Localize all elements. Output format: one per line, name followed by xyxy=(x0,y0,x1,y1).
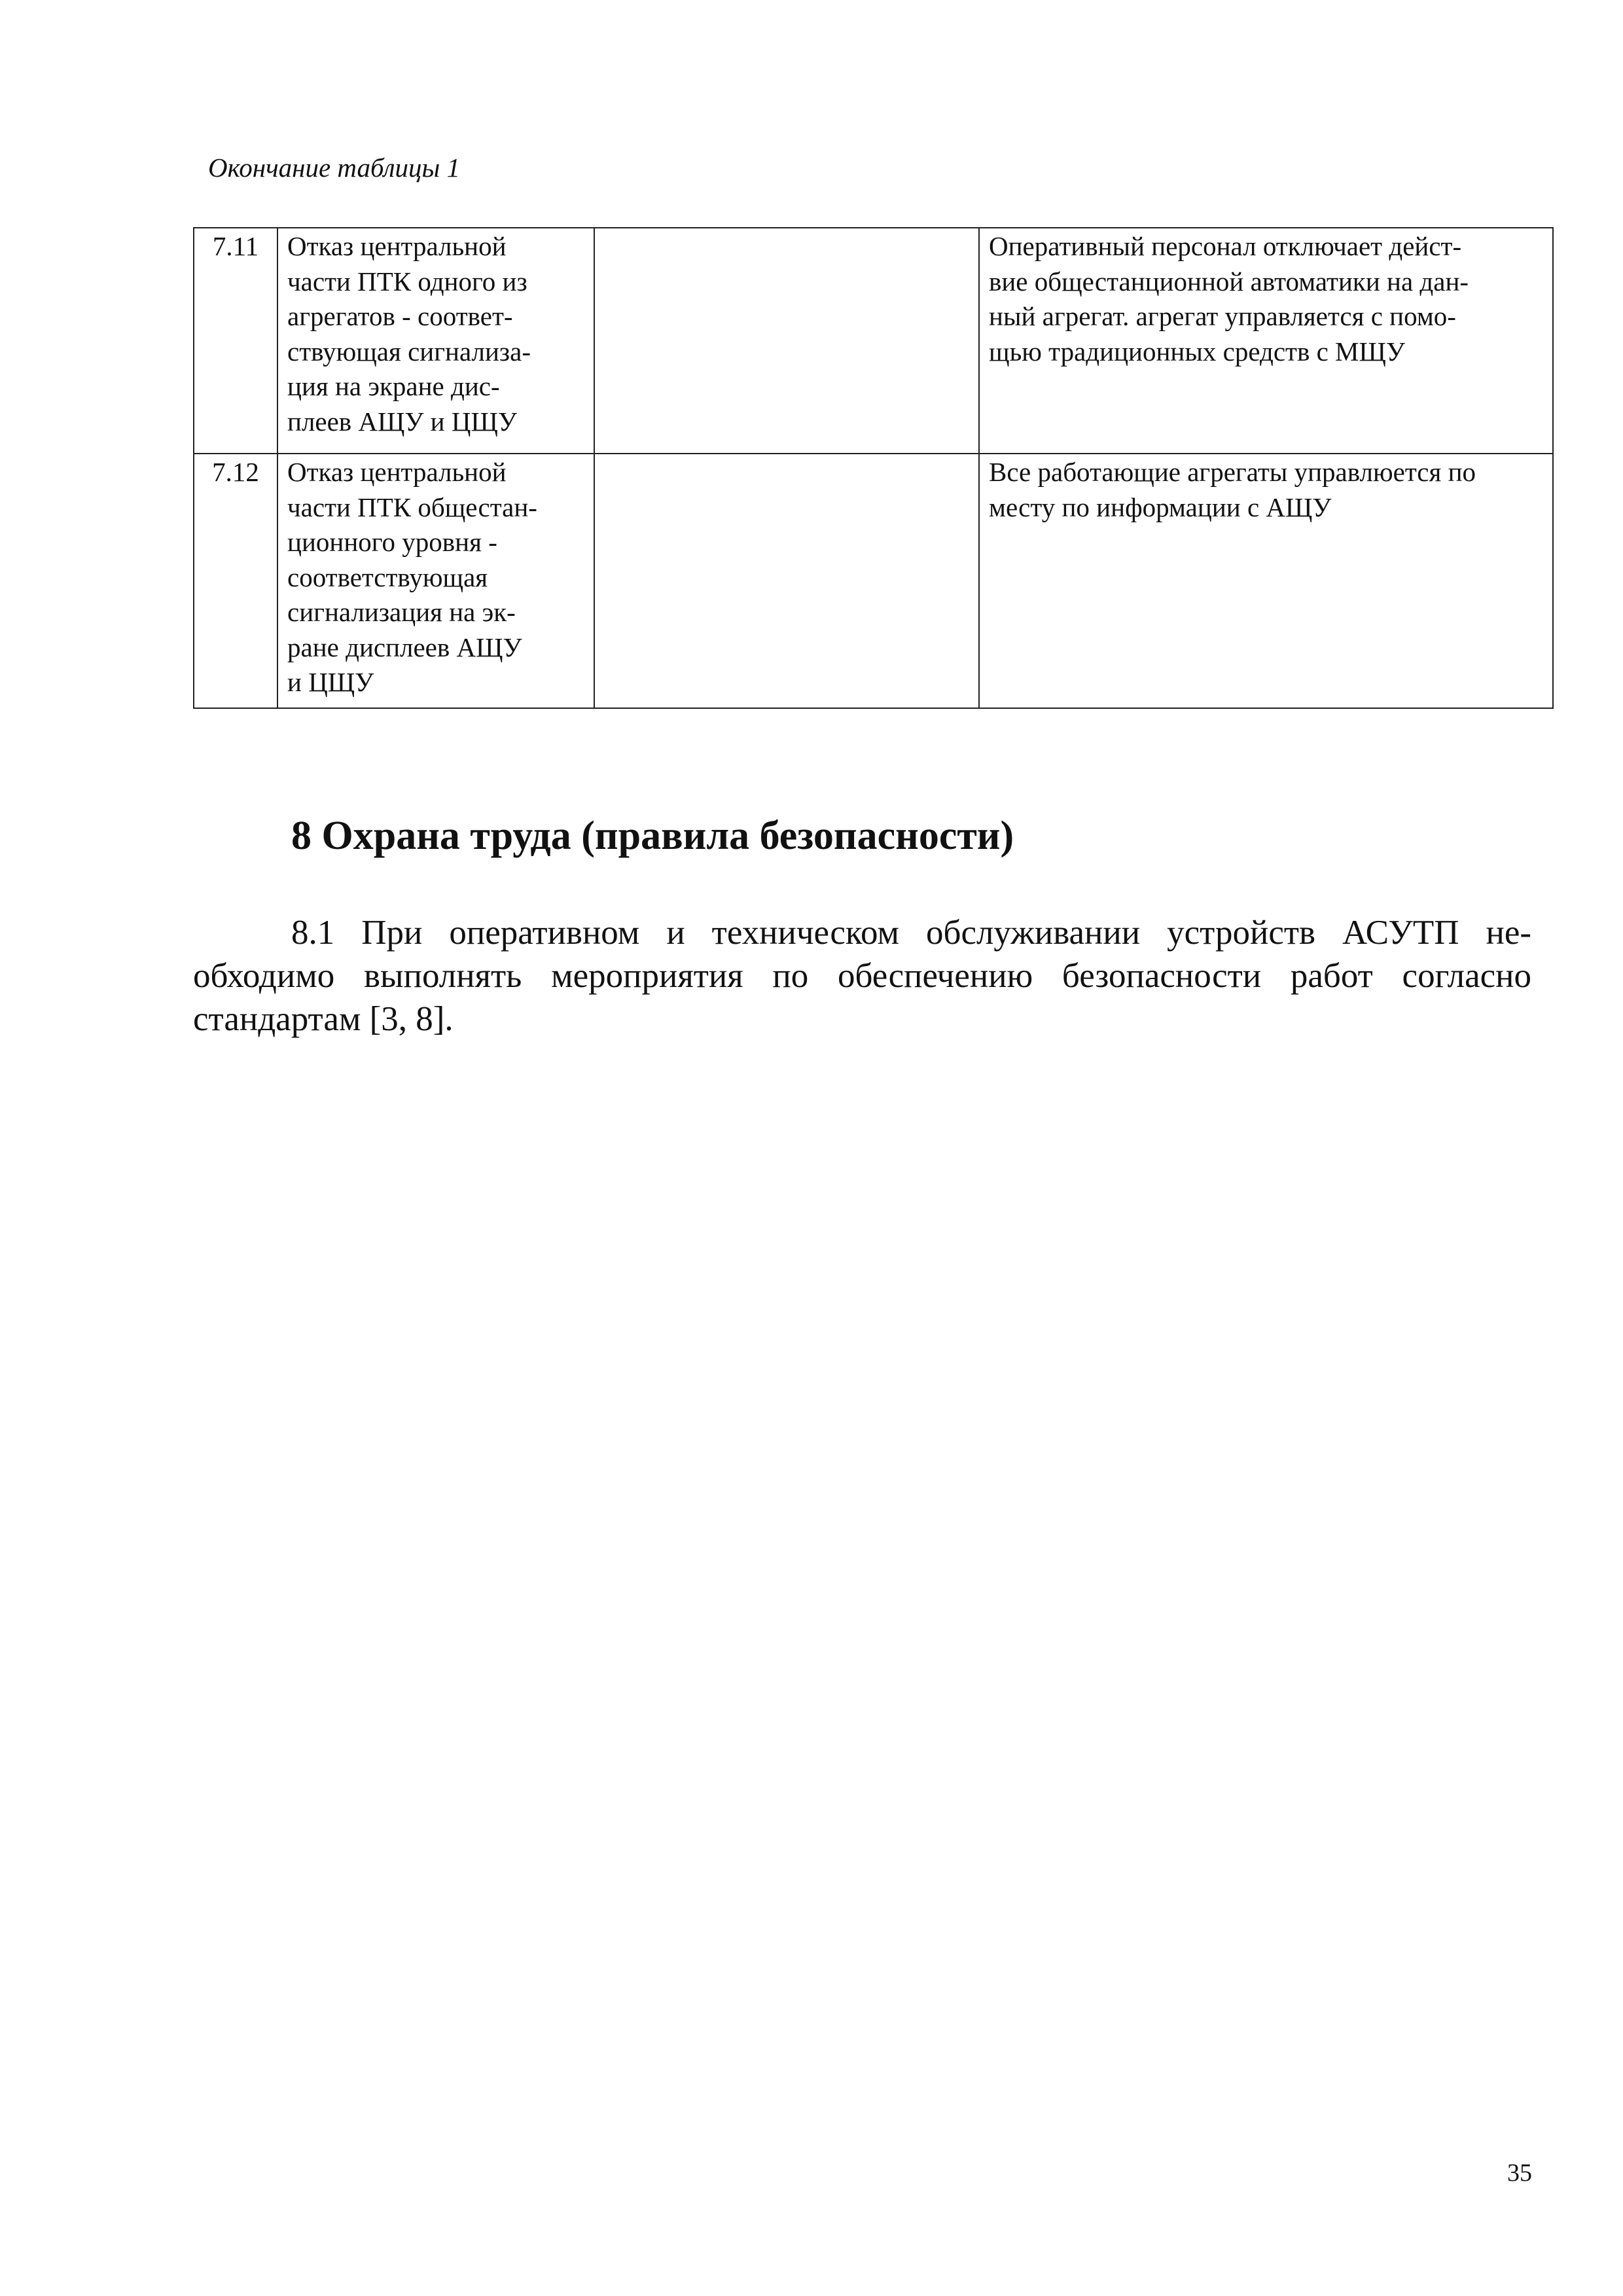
paragraph-line: 8.1 При оперативном и техническом обслуживании устройств АСУТП не- xyxy=(291,914,1531,952)
paragraph-line: стандартам [3, 8]. xyxy=(193,1000,454,1038)
action-cell: Все работающие агрегаты управлюется по месту по информации с АЩУ xyxy=(979,454,1553,708)
table-row xyxy=(194,454,1553,708)
row-number-cell: 7.12 xyxy=(194,454,277,708)
row-number-cell: 7.11 xyxy=(194,228,277,454)
body-paragraph xyxy=(193,911,1531,1041)
table-caption: Окончание таблицы 1 xyxy=(208,152,461,183)
action-cell: Оперативный персонал отключает дейст- вие общестанционной автоматики на дан- ный агрегат. агрегат управляется с помо- щью традиционных средств с МЩУ xyxy=(979,228,1553,454)
continuation-table xyxy=(193,227,1554,709)
empty-cell xyxy=(594,228,979,454)
section-heading: 8 Охрана труда (правила безопасности) xyxy=(291,814,1014,858)
empty-cell xyxy=(594,454,979,708)
event-cell: Отказ центральной части ПТК общестан- ционного уровня - соответствующая сигнализация на эк- ране дисплеев АЩУ и ЦЩУ xyxy=(277,454,594,708)
table-row xyxy=(194,228,1553,454)
page-number: 35 xyxy=(1507,2159,1532,2187)
event-cell: Отказ центральной части ПТК одного из агрегатов - соответ- ствующая сигнализа- ция на экране дис- плеев АЩУ и ЦЩУ xyxy=(277,228,594,454)
paragraph-line: обходимо выполнять мероприятия по обеспечению безопасности работ согласно xyxy=(193,957,1531,995)
